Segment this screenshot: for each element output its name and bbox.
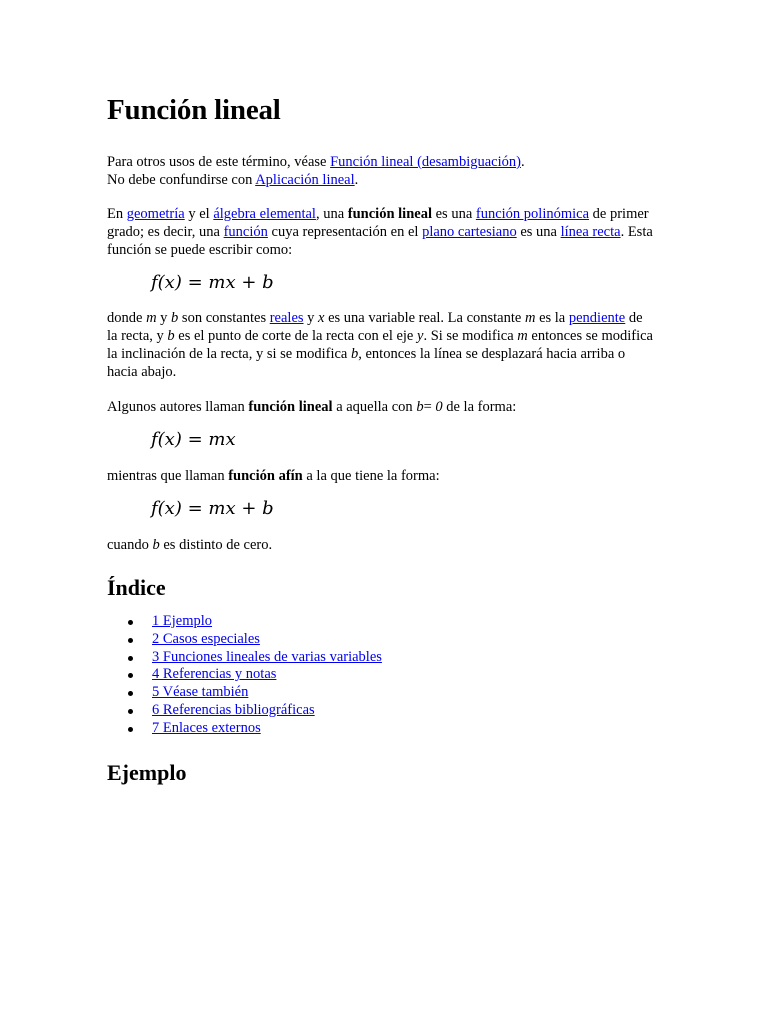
toc-item [152,649,655,667]
page-title: Función lineal [107,94,281,126]
link-algebra-elemental[interactable]: álgebra elemental [213,206,316,222]
link-aplicacion-lineal[interactable]: Aplicación lineal [255,172,355,188]
link-linea-recta[interactable]: línea recta [560,224,621,240]
hatnote-line-1: Para otros usos de este término, véase Función lineal (desambiguación). [107,154,525,170]
link-pendiente[interactable]: pendiente [568,310,626,326]
toc-heading: Índice [107,575,166,600]
bold-funcion-lineal: función lineal [347,206,432,222]
toc-link-enlaces-externos[interactable]: 7 Enlaces externos [152,719,261,736]
link-geometria[interactable]: geometría [126,206,185,222]
hatnote-line-2: No debe confundirse con Aplicación lineal. [107,172,359,188]
toc-item [152,666,655,684]
toc-link-vease-tambien[interactable]: 5 Véase también [152,684,249,701]
section-heading-ejemplo: Ejemplo [107,759,187,785]
formula-1: f(x) = mx + b [151,272,274,293]
paragraph-constants: donde m y b son constantes reales y x es una variable real. La constante m es la pendiente de la recta, y b es el punto de corte de la recta con el eje y. Si se modifica m entonces se modifica la inclinación de la recta, y si se modifica b, entonces la línea se desplazará hacia arriba o hacia abajo. [107,310,653,380]
toc-item [152,720,655,738]
link-plano-cartesiano[interactable]: plano cartesiano [422,224,517,240]
toc-item [152,684,655,702]
toc-link-funciones-varias-variables[interactable]: 3 Funciones lineales de varias variables [152,648,382,665]
toc-link-ejemplo[interactable]: 1 Ejemplo [152,613,213,629]
hatnote [107,153,655,189]
intro-paragraph: En geometría y el álgebra elemental, una función lineal es una función polinómica de primer grado; es decir, una función cuya representación en el plano cartesiano es una línea recta. Esta función se puede escribir como: [107,206,653,258]
formula-2: f(x) = mx [151,429,236,450]
toc-item [152,631,655,649]
link-reales[interactable]: reales [269,310,304,326]
formula-3: f(x) = mx + b [151,498,274,519]
paragraph-algunos-autores: Algunos autores llaman función lineal a aquella con b= 0 de la forma: [107,399,517,415]
toc-item [152,613,655,631]
toc-link-referencias-notas[interactable]: 4 Referencias y notas [152,666,277,683]
link-funcion-lineal-desambiguacion[interactable]: Función lineal (desambiguación) [330,154,521,170]
table-of-contents [107,613,655,738]
paragraph-distinto-cero: cuando b es distinto de cero. [107,537,273,553]
bold-funcion-afin: función afín [228,468,303,484]
toc-item [152,702,655,720]
bold-funcion-lineal-2: función lineal [248,399,333,415]
toc-link-casos-especiales[interactable]: 2 Casos especiales [152,630,260,647]
toc-link-referencias-bibliograficas[interactable]: 6 Referencias bibliográficas [152,701,315,718]
article [107,92,655,787]
paragraph-funcion-afin: mientras que llaman función afín a la que tiene la forma: [107,468,440,484]
link-funcion-polinomica[interactable]: función polinómica [475,206,590,222]
link-funcion[interactable]: función [223,224,268,240]
